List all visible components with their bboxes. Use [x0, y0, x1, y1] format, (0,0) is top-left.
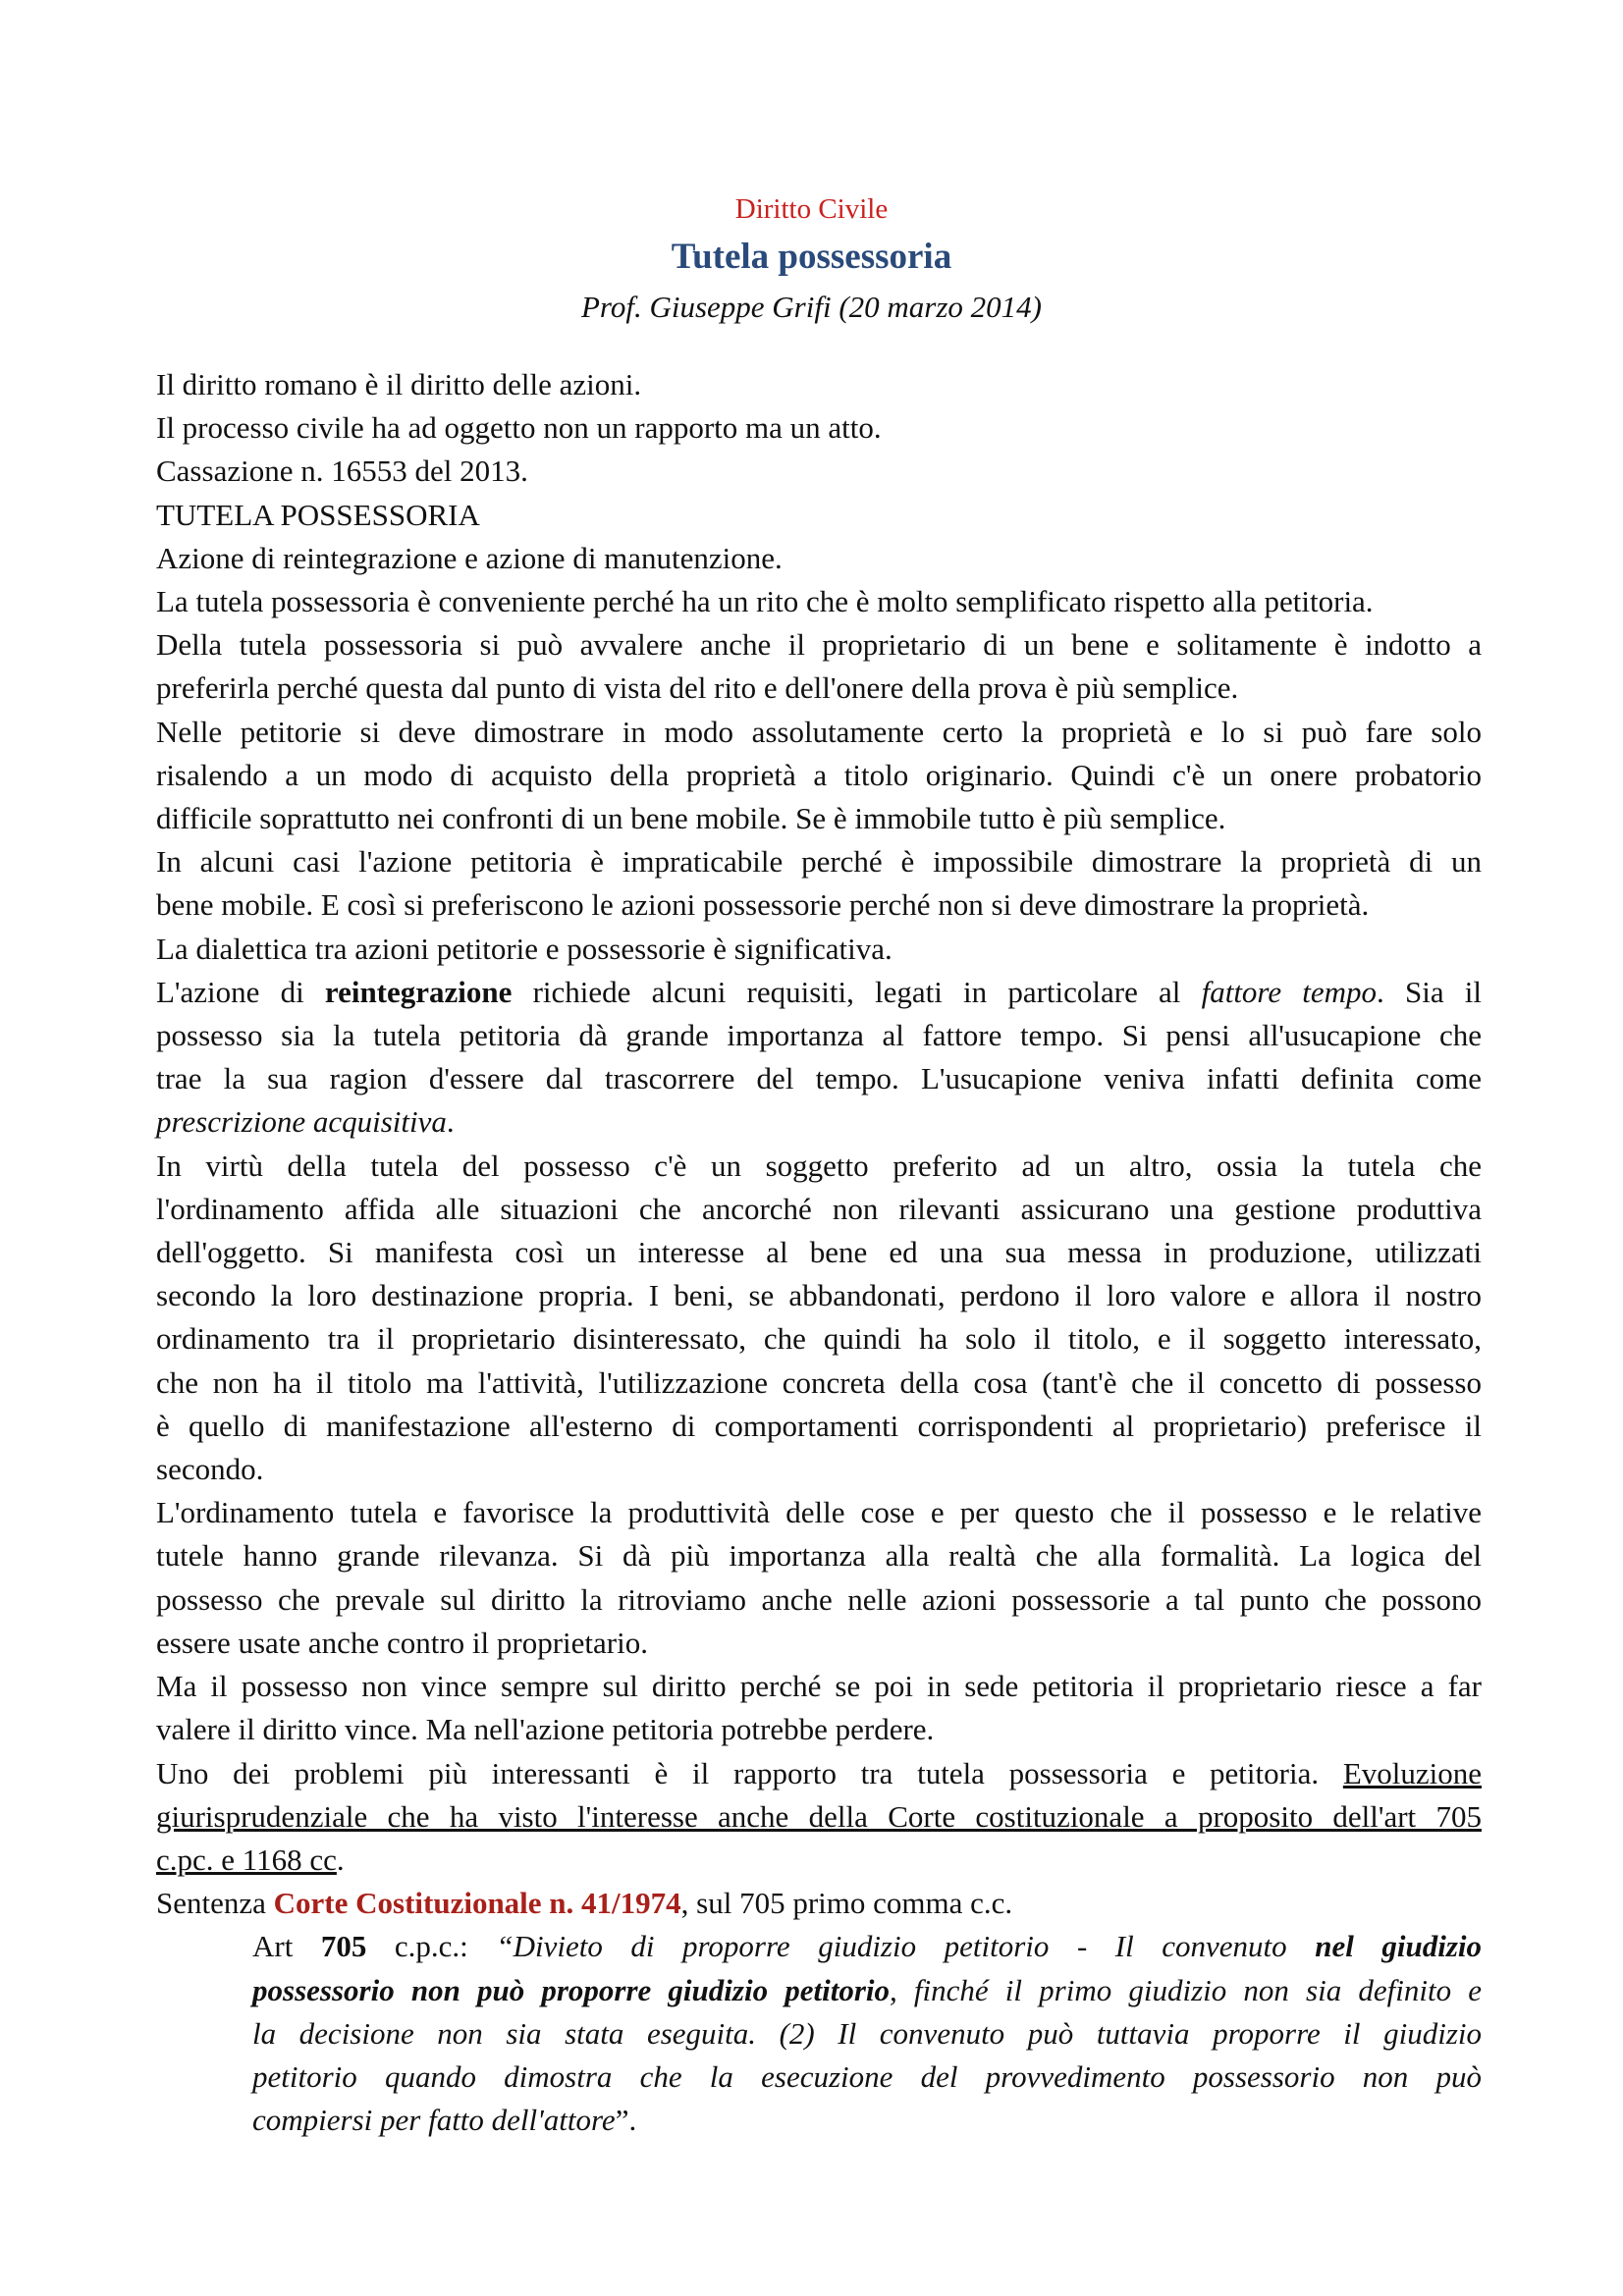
italic-term: fattore tempo	[1201, 974, 1378, 1009]
subject-heading: Diritto Civile	[734, 193, 889, 225]
bold-term: reintegrazione	[324, 974, 513, 1009]
text-run: c.p.c.:	[366, 1929, 497, 1964]
text-line: trae la sua ragion d'essere dal trascorrere del tempo. L'usucapione veniva infatti definita come	[156, 1061, 1482, 1096]
text-line: tutele hanno grande rilevanza. Si dà più importanza alla realtà che alla formalità. La logica del	[156, 1538, 1482, 1574]
quote-line	[252, 1969, 1482, 2012]
text-line: bene mobile. E così si preferiscono le azioni possessorie perché non si deve dimostrare la proprietà.	[156, 887, 1370, 923]
quote-line	[252, 2099, 1482, 2142]
paragraph: Il processo civile ha ad oggetto non un rapporto ma un atto.	[156, 410, 882, 446]
text-line: che non ha il titolo ma l'attività, l'utilizzazione concreta della cosa (tant'è che il concetto di possesso	[156, 1364, 1482, 1400]
text-run: .	[446, 1104, 455, 1140]
text-line: secondo.	[156, 1452, 264, 1487]
underlined-text: c.pc. e 1168 cc	[156, 1842, 337, 1877]
document-title: Tutela possessoria	[671, 237, 952, 277]
text-line: difficile soprattutto nei confronti di un bene mobile. Se è immobile tutto è più semplice.	[156, 801, 1226, 836]
paragraph: Cassazione n. 16553 del 2013.	[156, 454, 528, 489]
italic-text: , finché il primo giudizio non sia definito e	[890, 1972, 1482, 2007]
italic-text: “Divieto di proporre giudizio petitorio - Il convenuto	[496, 1929, 1316, 1964]
bold-term: 705	[320, 1929, 367, 1964]
text-run: ”.	[615, 2103, 637, 2138]
underlined-text: Evoluzione	[1342, 1755, 1482, 1790]
paragraph: La dialettica tra azioni petitorie e possessorie è significativa.	[156, 931, 893, 966]
text-line	[156, 1752, 1482, 1795]
text-run: . Sia il	[1377, 974, 1482, 1009]
court-ruling-reference: Corte Costituzionale n. 41/1974	[273, 1886, 681, 1921]
quote-line: la decisione non sia stata eseguita. (2) Il convenuto può tuttavia proporre il giudizio	[252, 2015, 1482, 2051]
text-run: Sentenza	[156, 1886, 274, 1921]
quote-line: petitorio quando dimostra che la esecuzione del provvedimento possessorio non può	[252, 2058, 1482, 2094]
text-run: .	[336, 1842, 345, 1877]
text-run: richiede alcuni requisiti, legati in particolare al	[512, 974, 1202, 1009]
paragraph: La tutela possessoria è conveniente perché ha un rito che è molto semplificato rispetto alla petitoria.	[156, 584, 1374, 619]
text-line: In alcuni casi l'azione petitoria è impraticabile perché è impossibile dimostrare la proprietà di un	[156, 844, 1482, 880]
text-run: Art	[252, 1929, 321, 1964]
article-quote	[252, 1925, 1482, 2142]
text-line: valere il diritto vince. Ma nell'azione petitoria potrebbe perdere.	[156, 1712, 935, 1747]
text-line: In virtù della tutela del possesso c'è un soggetto preferito ad un altro, ossia la tutela che	[156, 1148, 1482, 1183]
text-line: possesso che prevale sul diritto la ritroviamo anche nelle azioni possessorie a tal punto che possono	[156, 1581, 1482, 1617]
text-run: L'azione di	[156, 974, 325, 1009]
text-line: risalendo a un modo di acquisto della proprietà a titolo originario. Quindi c'è un onere probatorio	[156, 757, 1482, 792]
document-body	[156, 363, 1482, 2142]
text-run: Uno dei problemi più interessanti è il rapporto tra tutela possessoria e petitoria.	[156, 1755, 1343, 1790]
text-line	[156, 1100, 1482, 1144]
text-line: ordinamento tra il proprietario disinteressato, che quindi ha solo il titolo, e il soggetto interessato,	[156, 1321, 1482, 1357]
text-line: Nelle petitorie si deve dimostrare in modo assolutamente certo la proprietà e lo si può fare solo	[156, 714, 1482, 749]
section-heading: TUTELA POSSESSORIA	[156, 497, 480, 532]
paragraph: Il diritto romano è il diritto delle azioni.	[156, 367, 642, 401]
text-line: secondo la loro destinazione propria. I beni, se abbandonati, perdono il loro valore e allora il nostro	[156, 1278, 1482, 1313]
text-line: dell'oggetto. Si manifesta così un interesse al bene ed una sua messa in produzione, utilizzati	[156, 1235, 1482, 1270]
text-line: Ma il possesso non vince sempre sul diritto perché se poi in sede petitoria il proprietario riesce a far	[156, 1669, 1482, 1704]
text-line: preferirla perché questa dal punto di vista del rito e dell'onere della prova è più semplice.	[156, 670, 1239, 706]
text-line: possesso sia la tutela petitoria dà grande importanza al fattore tempo. Si pensi all'usucapione che	[156, 1018, 1482, 1053]
quote-line	[252, 1925, 1482, 1968]
professor-line: Prof. Giuseppe Grifi (20 marzo 2014)	[581, 290, 1042, 324]
text-line: essere usate anche contro il proprietario.	[156, 1625, 648, 1660]
text-run: , sul 705 primo comma c.c.	[680, 1886, 1013, 1921]
paragraph: Azione di reintegrazione e azione di manutenzione.	[156, 540, 783, 575]
italic-text: compiersi per fatto dell'attore	[252, 2103, 616, 2138]
bold-italic-text: nel giudizio	[1315, 1929, 1483, 1964]
text-line	[156, 971, 1482, 1014]
text-line: L'ordinamento tutela e favorisce la produttività delle cose e per questo che il possesso e le relative	[156, 1495, 1482, 1530]
bold-italic-text: possessorio non può proporre giudizio petitorio	[252, 1972, 890, 2007]
text-line: Della tutela possessoria si può avvalere anche il proprietario di un bene e solitamente è indotto a	[156, 627, 1482, 663]
italic-term: prescrizione acquisitiva	[156, 1104, 447, 1140]
underlined-text-line: giurisprudenziale che ha visto l'interesse anche della Corte costituzionale a proposito dell'art 705	[156, 1798, 1482, 1834]
text-line: l'ordinamento affida alle situazioni che ancorché non rilevanti assicurano una gestione produttiva	[156, 1191, 1482, 1226]
text-line	[156, 1882, 1482, 1925]
text-line: è quello di manifestazione all'esterno di comportamenti corrispondenti al proprietario) preferisce il	[156, 1408, 1482, 1443]
text-line	[156, 1839, 1482, 1882]
